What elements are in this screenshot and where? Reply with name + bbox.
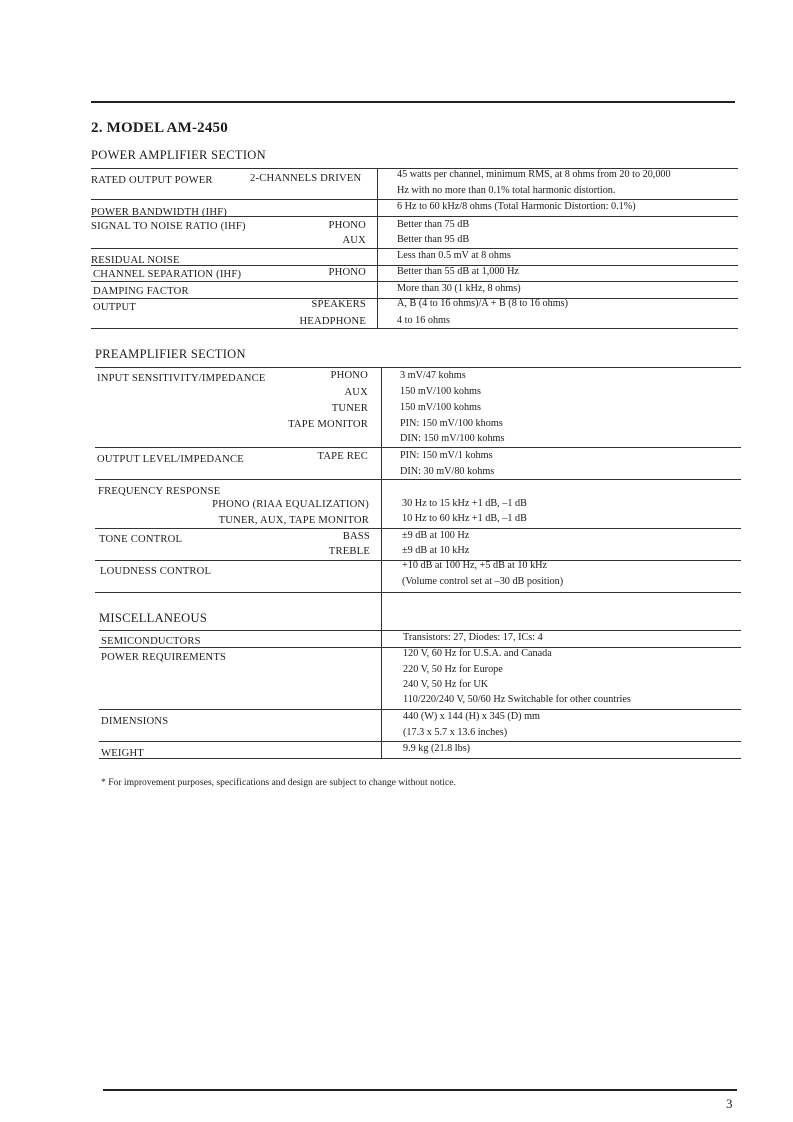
frequency-tuner-value: 10 Hz to 60 kHz +1 dB, –1 dB	[402, 513, 527, 524]
output-speakers-value: A, B (4 to 16 ohms)/A + B (8 to 16 ohms)	[397, 298, 569, 309]
snr-phono-value: Better than 75 dB	[397, 219, 470, 230]
frequency-phono-sub: PHONO (RIAA EQUALIZATION)	[212, 499, 369, 510]
frequency-phono-value: 30 Hz to 15 kHz +1 dB, –1 dB	[402, 498, 527, 509]
loudness-value-2: (Volume control set at –30 dB position)	[402, 576, 564, 587]
row-rule	[99, 709, 741, 710]
weight-label: WEIGHT	[101, 748, 144, 759]
frequency-tuner-sub: TUNER, AUX, TAPE MONITOR	[218, 515, 369, 526]
power-requirements-label: POWER REQUIREMENTS	[101, 652, 227, 663]
power-req-value-1: 120 V, 60 Hz for U.S.A. and Canada	[403, 648, 552, 659]
row-rule	[95, 479, 741, 480]
row-rule	[95, 447, 741, 448]
loudness-value-1: +10 dB at 100 Hz, +5 dB at 10 kHz	[402, 560, 548, 571]
dimensions-label: DIMENSIONS	[101, 716, 169, 727]
row-rule	[95, 528, 741, 529]
tone-bass-value: ±9 dB at 100 Hz	[402, 530, 470, 541]
channel-separation-sub: PHONO	[328, 267, 366, 278]
snr-phono-sub: PHONO	[328, 220, 366, 231]
input-tuner-value: 150 mV/100 kohms	[400, 402, 481, 413]
row-rule	[91, 248, 738, 249]
misc-section-heading: MISCELLANEOUS	[99, 611, 208, 625]
output-level-sub: TAPE REC	[317, 451, 368, 462]
weight-value: 9.9 kg (21.8 lbs)	[403, 743, 471, 754]
tone-treble-sub: TREBLE	[328, 546, 370, 557]
tone-bass-sub: BASS	[342, 531, 370, 542]
residual-noise-label: RESIDUAL NOISE	[91, 255, 180, 266]
tone-control-label: TONE CONTROL	[99, 534, 183, 545]
channel-separation-label: CHANNEL SEPARATION (IHF)	[93, 269, 242, 280]
output-headphone-sub: HEADPHONE	[299, 316, 366, 327]
dimensions-value-1: 440 (W) x 144 (H) x 345 (D) mm	[403, 711, 540, 722]
output-headphone-value: 4 to 16 ohms	[397, 315, 450, 326]
input-phono-sub: PHONO	[330, 370, 368, 381]
snr-aux-sub: AUX	[342, 235, 366, 246]
page-number: 3	[726, 1096, 733, 1111]
row-rule	[91, 328, 738, 329]
output-level-label: OUTPUT LEVEL/IMPEDANCE	[97, 454, 244, 465]
damping-factor-value: More than 30 (1 kHz, 8 ohms)	[397, 283, 521, 294]
semiconductors-label: SEMICONDUCTORS	[101, 636, 201, 647]
power-section-heading: POWER AMPLIFIER SECTION	[91, 148, 266, 162]
dimensions-value-2: (17.3 x 5.7 x 13.6 inches)	[403, 727, 508, 738]
snr-label: SIGNAL TO NOISE RATIO (IHF)	[91, 221, 246, 232]
damping-factor-label: DAMPING FACTOR	[93, 286, 189, 297]
rated-output-value-1: 45 watts per channel, minimum RMS, at 8 ohms from 20 to 20,000	[397, 169, 671, 180]
rated-output-label: RATED OUTPUT POWER	[91, 175, 213, 186]
input-sensitivity-label: INPUT SENSITIVITY/IMPEDANCE	[97, 373, 266, 384]
input-aux-value: 150 mV/100 kohms	[400, 386, 481, 397]
output-label: OUTPUT	[93, 302, 136, 313]
row-rule	[91, 281, 738, 282]
residual-noise-value: Less than 0.5 mV at 8 ohms	[397, 250, 511, 261]
output-speakers-sub: SPEAKERS	[311, 299, 366, 310]
semiconductors-value: Transistors: 27, Diodes: 17, ICs: 4	[403, 632, 543, 643]
row-rule	[99, 630, 741, 631]
input-tape-pin-value: PIN: 150 mV/100 khoms	[400, 418, 503, 429]
column-divider-misc	[381, 592, 382, 759]
power-req-value-4: 110/220/240 V, 50/60 Hz Switchable for other countries	[403, 694, 631, 705]
input-phono-value: 3 mV/47 kohms	[400, 370, 466, 381]
snr-aux-value: Better than 95 dB	[397, 234, 470, 245]
power-req-value-2: 220 V, 50 Hz for Europe	[403, 664, 503, 675]
input-tape-din-value: DIN: 150 mV/100 kohms	[400, 433, 505, 444]
page-title: 2. MODEL AM-2450	[91, 120, 228, 136]
row-rule	[95, 367, 741, 368]
row-rule	[99, 758, 741, 759]
frequency-response-label: FREQUENCY RESPONSE	[98, 486, 221, 497]
input-aux-sub: AUX	[344, 387, 368, 398]
row-rule	[91, 199, 738, 200]
rated-output-sub: 2-CHANNELS DRIVEN	[250, 173, 362, 184]
row-rule	[99, 741, 741, 742]
power-req-value-3: 240 V, 50 Hz for UK	[403, 679, 489, 690]
tone-treble-value: ±9 dB at 10 kHz	[402, 545, 470, 556]
input-tuner-sub: TUNER	[331, 403, 368, 414]
footnote: * For improvement purposes, specifications and design are subject to change without notice.	[101, 777, 456, 788]
pre-section-heading: PREAMPLIFIER SECTION	[95, 347, 246, 361]
bandwidth-value: 6 Hz to 60 kHz/8 ohms (Total Harmonic Distortion: 0.1%)	[397, 201, 636, 212]
rated-output-value-2: Hz with no more than 0.1% total harmonic distortion.	[397, 185, 616, 196]
top-rule	[91, 101, 735, 103]
channel-separation-value: Better than 55 dB at 1,000 Hz	[397, 266, 519, 277]
bottom-rule	[103, 1089, 737, 1091]
input-tape-sub: TAPE MONITOR	[288, 419, 368, 430]
bandwidth-label: POWER BANDWIDTH (IHF)	[91, 207, 228, 218]
loudness-control-label: LOUDNESS CONTROL	[100, 566, 212, 577]
output-level-din-value: DIN: 30 mV/80 kohms	[400, 466, 495, 477]
output-level-pin-value: PIN: 150 mV/1 kohms	[400, 450, 493, 461]
row-rule	[95, 592, 741, 593]
